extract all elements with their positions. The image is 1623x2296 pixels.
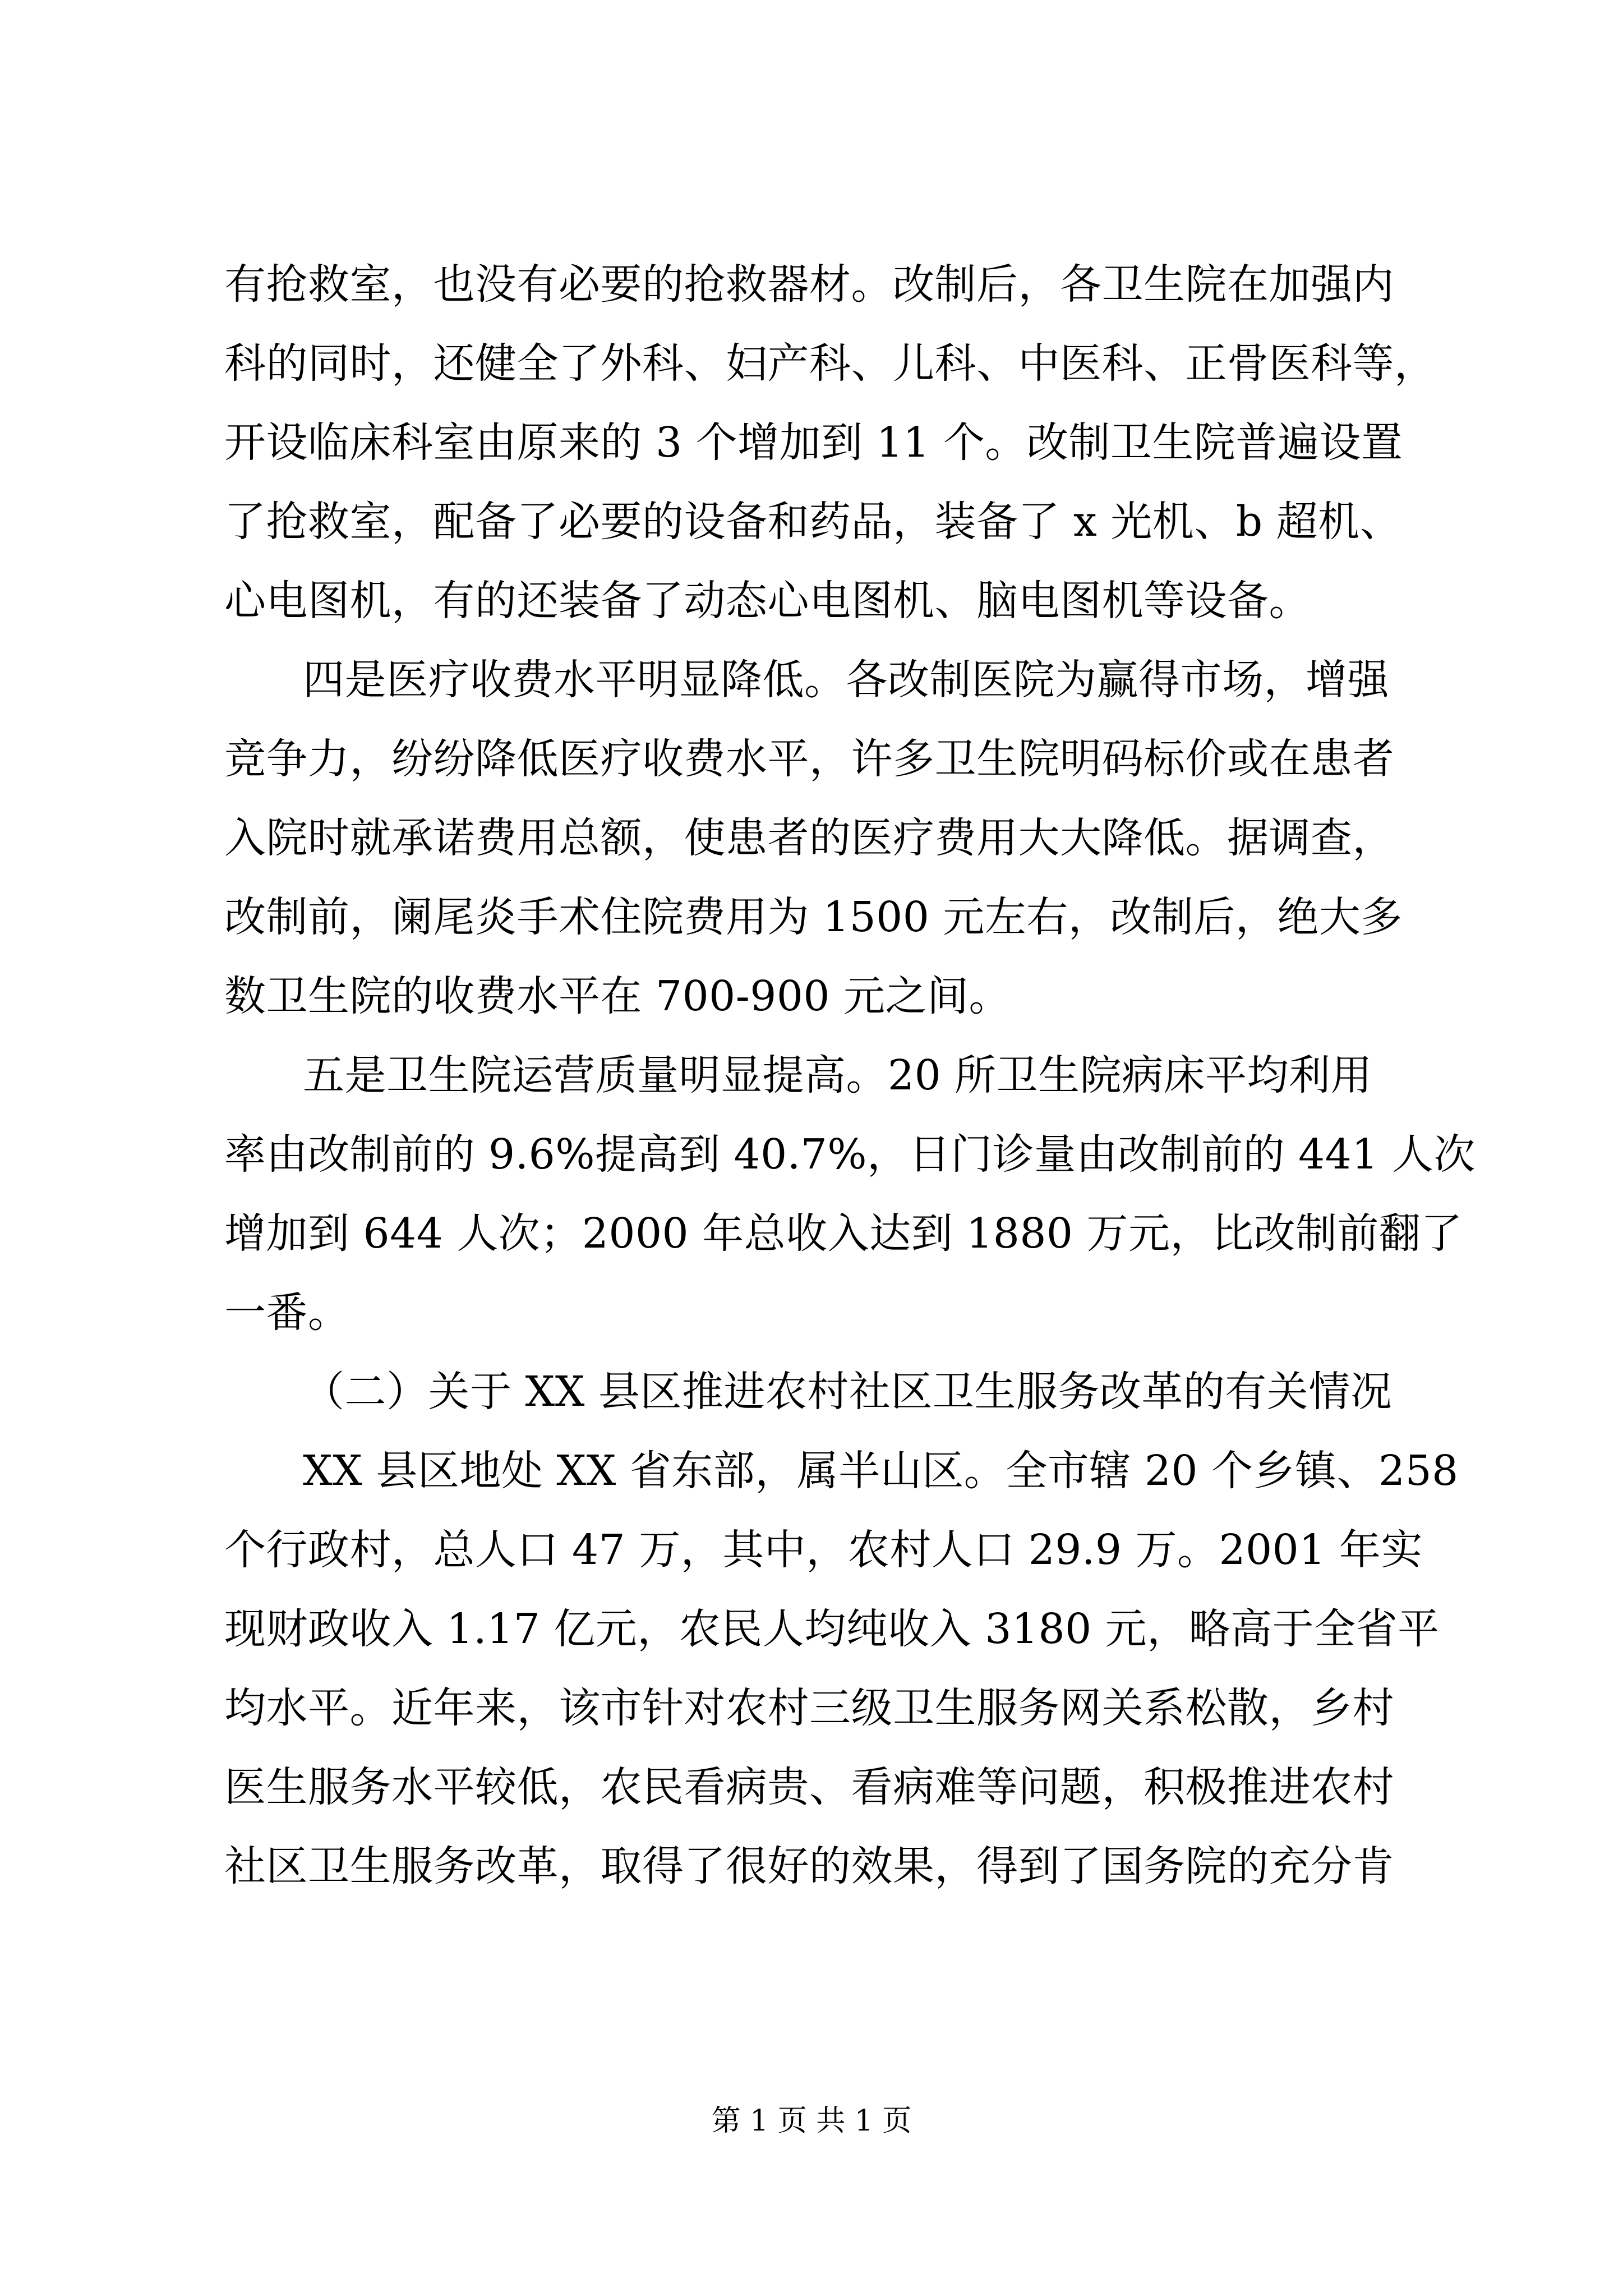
body-line: 增加到 644 人次；2000 年总收入达到 1880 万元，比改制前翻了 — [224, 1209, 1463, 1258]
section-heading: （二）关于 XX 县区推进农村社区卫生服务改革的有关情况 — [303, 1368, 1393, 1416]
body-line: 有抢救室，也没有必要的抢救器材。改制后，各卫生院在加强内 — [224, 260, 1394, 309]
body-line: 社区卫生服务改革，取得了很好的效果，得到了国务院的充分肯 — [224, 1842, 1394, 1890]
page-footer: 第 1 页 共 1 页 — [711, 2104, 912, 2138]
body-line: 心电图机，有的还装备了动态心电图机、脑电图机等设备。 — [224, 577, 1311, 625]
body-line: 个行政村，总人口 47 万，其中，农村人口 29.9 万。2001 年实 — [224, 1526, 1423, 1574]
body-line: 开设临床科室由原来的 3 个增加到 11 个。改制卫生院普遍设置 — [224, 418, 1403, 467]
body-line: 了抢救室，配备了必要的设备和药品，装备了 x 光机、b 超机、 — [224, 498, 1402, 546]
paragraph-first-line: 五是卫生院运营质量明显提高。20 所卫生院病床平均利用 — [303, 1051, 1373, 1099]
body-line: 入院时就承诺费用总额，使患者的医疗费用大大降低。据调查， — [224, 814, 1394, 862]
body-line: 科的同时，还健全了外科、妇产科、儿科、中医科、正骨医科等， — [224, 339, 1436, 388]
body-line: 一番。 — [224, 1289, 350, 1337]
body-line: 改制前，阑尾炎手术住院费用为 1500 元左右，改制后，绝大多 — [224, 893, 1403, 941]
paragraph-first-line: 四是医疗收费水平明显降低。各改制医院为赢得市场，增强 — [303, 656, 1389, 704]
paragraph-first-line: XX 县区地处 XX 省东部，属半山区。全市辖 20 个乡镇、258 — [303, 1447, 1459, 1495]
body-line: 数卫生院的收费水平在 700-900 元之间。 — [224, 972, 1011, 1020]
body-line: 竞争力，纷纷降低医疗收费水平，许多卫生院明码标价或在患者 — [224, 735, 1394, 783]
body-line: 率由改制前的 9.6%提高到 40.7%，日门诊量由改制前的 441 人次 — [224, 1130, 1476, 1179]
body-line: 均水平。近年来，该市针对农村三级卫生服务网关系松散，乡村 — [224, 1684, 1394, 1732]
body-line: 医生服务水平较低，农民看病贵、看病难等问题，积极推进农村 — [224, 1763, 1394, 1811]
body-line: 现财政收入 1.17 亿元，农民人均纯收入 3180 元，略高于全省平 — [224, 1605, 1440, 1653]
